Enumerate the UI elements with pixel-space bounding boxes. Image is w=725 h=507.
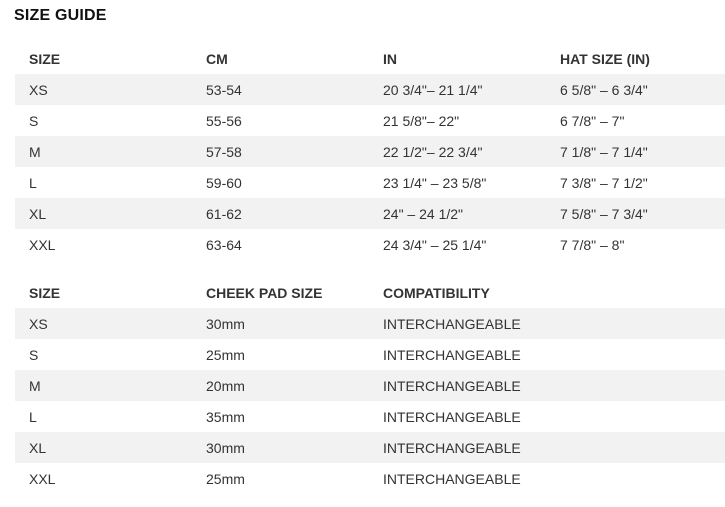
table-row: [15, 198, 725, 229]
cell-hat-size: 7 3/8" – 7 1/2": [560, 174, 648, 191]
cell-cm: 57-58: [206, 136, 383, 167]
table-row: [15, 370, 725, 401]
column-header-empty: [560, 277, 725, 308]
cell-cm: 59-60: [206, 174, 242, 191]
table-row: [15, 432, 725, 463]
table-row: [15, 339, 725, 370]
cell-empty: [560, 401, 725, 432]
table-row: [15, 136, 725, 167]
cell-size: S: [29, 346, 39, 363]
cell-cheek-pad-size: 30mm: [206, 308, 383, 339]
cell-hat-size: 7 1/8" – 7 1/4": [560, 136, 725, 167]
cell-cheek-pad-size: 25mm: [206, 470, 245, 487]
cell-empty: [560, 463, 725, 494]
page-title: SIZE GUIDE: [14, 7, 107, 24]
cell-size: S: [29, 112, 39, 129]
cell-empty: [560, 339, 725, 370]
cell-cm: 61-62: [206, 198, 383, 229]
table-header-row: [15, 277, 725, 308]
column-header-in: IN: [383, 50, 397, 67]
cell-hat-size: 6 5/8" – 6 3/4": [560, 74, 725, 105]
cell-compatibility: INTERCHANGEABLE: [383, 432, 560, 463]
cheek-pad-table: [15, 277, 725, 494]
cell-hat-size: 6 7/8" – 7": [560, 112, 625, 129]
cell-in: 21 5/8"– 22": [383, 112, 460, 129]
cell-size: XS: [15, 74, 206, 105]
cell-compatibility: INTERCHANGEABLE: [383, 470, 521, 487]
cell-empty: [560, 370, 725, 401]
table-row: [15, 401, 725, 432]
cell-hat-size: 7 5/8" – 7 3/4": [560, 198, 725, 229]
table-row: [15, 74, 725, 105]
table-row: [15, 229, 725, 260]
column-header-size: SIZE: [29, 50, 61, 67]
cell-in: 23 1/4" – 23 5/8": [383, 174, 487, 191]
cell-cheek-pad-size: 20mm: [206, 370, 383, 401]
size-table: [15, 43, 725, 260]
cell-in: 24" – 24 1/2": [383, 198, 560, 229]
table-row: [15, 105, 725, 136]
table-header-row: [15, 43, 725, 74]
cell-size: M: [15, 370, 206, 401]
cell-in: 22 1/2"– 22 3/4": [383, 136, 560, 167]
table-row: [15, 167, 725, 198]
cell-compatibility: INTERCHANGEABLE: [383, 346, 521, 363]
cell-size: XL: [15, 198, 206, 229]
column-header-size: SIZE: [29, 284, 61, 301]
cell-size: L: [29, 408, 37, 425]
cell-size: XS: [15, 308, 206, 339]
cell-cm: 55-56: [206, 112, 242, 129]
cell-size: M: [15, 136, 206, 167]
column-header-compatibility: COMPATIBILITY: [383, 284, 490, 301]
table-row: [15, 308, 725, 339]
cell-size: L: [29, 174, 37, 191]
cell-compatibility: INTERCHANGEABLE: [383, 370, 560, 401]
column-header-hat-size: HAT SIZE (IN): [560, 50, 650, 67]
cell-empty: [560, 308, 725, 339]
cell-size: XXL: [29, 470, 56, 487]
cell-cm: 53-54: [206, 74, 383, 105]
cell-in: 24 3/4" – 25 1/4": [383, 236, 487, 253]
column-header-cheek-pad-size: CHEEK PAD SIZE: [206, 284, 323, 301]
cell-in: 20 3/4"– 21 1/4": [383, 74, 560, 105]
cell-empty: [560, 432, 725, 463]
cell-size: XXL: [29, 236, 56, 253]
cell-size: XL: [15, 432, 206, 463]
column-header-cm: CM: [206, 50, 228, 67]
cell-hat-size: 7 7/8" – 8": [560, 236, 625, 253]
cell-compatibility: INTERCHANGEABLE: [383, 408, 521, 425]
cell-cm: 63-64: [206, 236, 242, 253]
cell-compatibility: INTERCHANGEABLE: [383, 308, 560, 339]
cell-cheek-pad-size: 25mm: [206, 346, 245, 363]
cell-cheek-pad-size: 30mm: [206, 432, 383, 463]
table-row: [15, 463, 725, 494]
cell-cheek-pad-size: 35mm: [206, 408, 245, 425]
